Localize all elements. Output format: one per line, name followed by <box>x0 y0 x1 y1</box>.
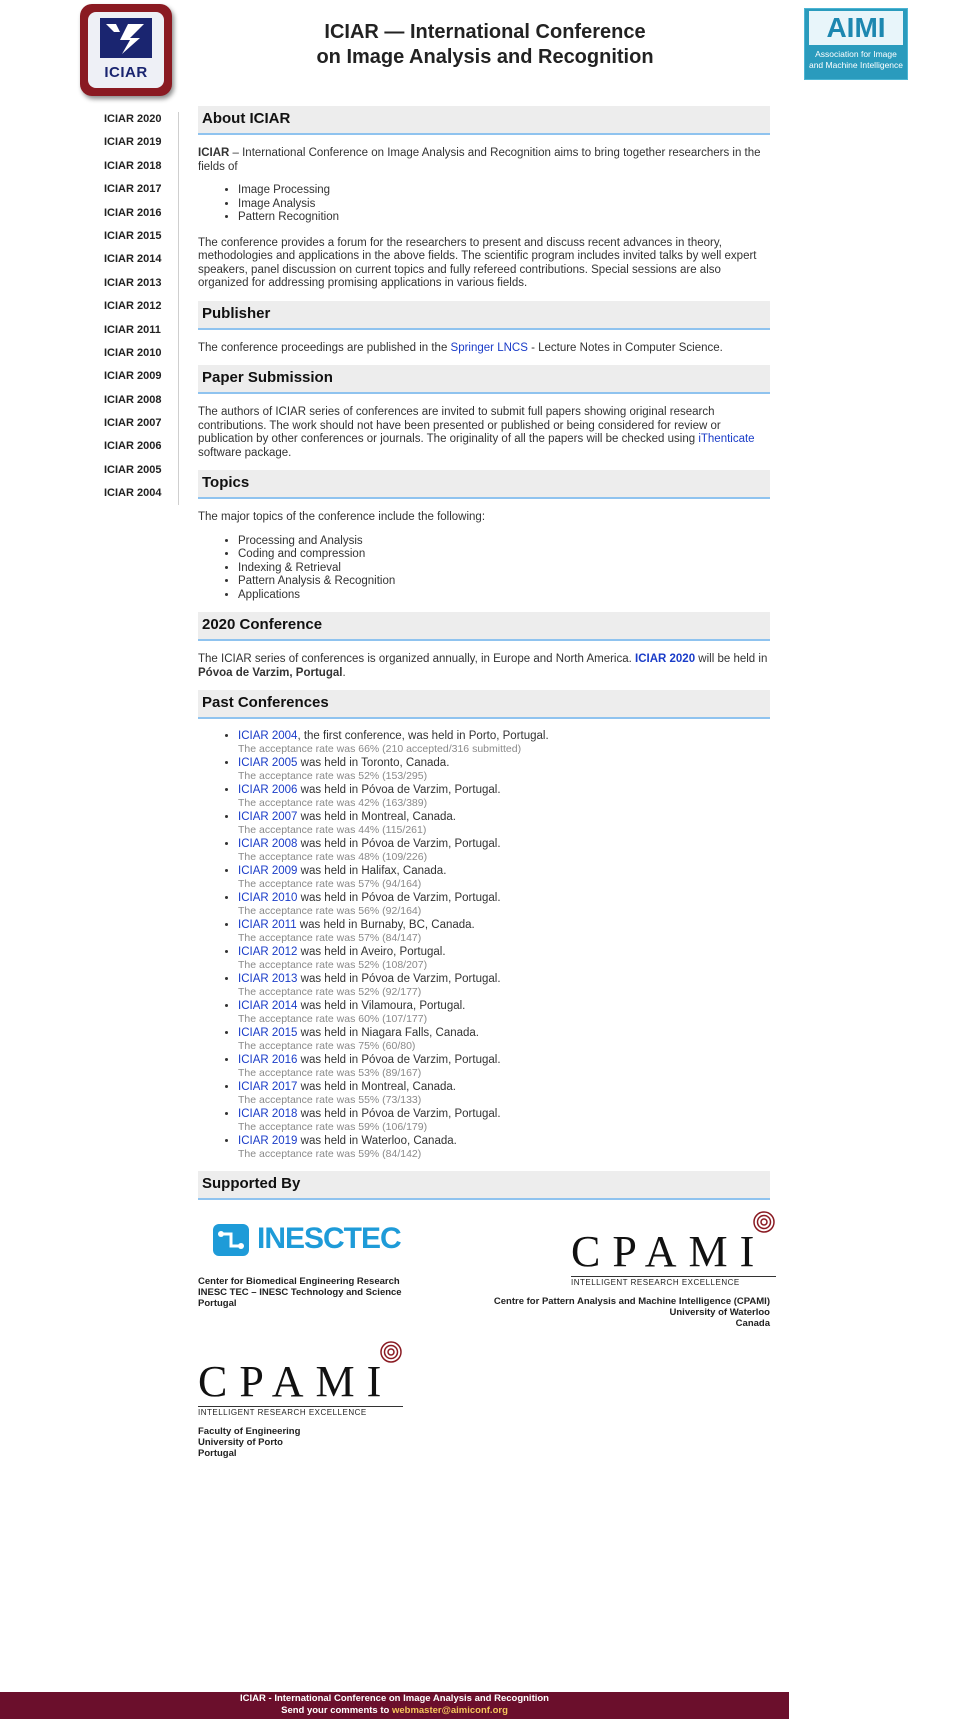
submission-text <box>198 406 770 460</box>
supporters <box>198 1200 770 1465</box>
topics-heading: Topics <box>198 470 770 499</box>
sidebar-item-2008[interactable]: ICIAR 2008 <box>104 393 162 406</box>
list-item: • Processing and Analysis <box>238 535 770 549</box>
past-conference-link[interactable]: ICIAR 2016 <box>238 1054 298 1066</box>
past-conference-link[interactable]: ICIAR 2004 <box>238 730 298 742</box>
past-conferences-list <box>198 729 770 1161</box>
submission-text-before: The authors of ICIAR series of conferences are invited to submit full papers showing original research contributions. The work should not have been presented or published or being considered for review or publication by other conferences or journals. The originality of all the papers will be checked using <box>198 406 721 445</box>
sidebar-item-2011[interactable]: ICIAR 2011 <box>104 323 161 336</box>
acceptance-rate: The acceptance rate was 60% (107/177) <box>238 1013 428 1025</box>
past-conference-text: was held in Halifax, Canada. <box>297 865 447 877</box>
past-conference-item <box>238 783 770 810</box>
past-heading: Past Conferences <box>198 690 770 719</box>
past-conference-text: was held in Montreal, Canada. <box>297 811 456 823</box>
past-conference-link[interactable]: ICIAR 2017 <box>238 1081 298 1093</box>
past-conference-link[interactable]: ICIAR 2006 <box>238 784 298 796</box>
cpami-tagline: INTELLIGENT RESEARCH EXCELLENCE <box>198 1406 403 1417</box>
iciar-logo-label: ICIAR <box>104 64 148 81</box>
sidebar-item-2017[interactable]: ICIAR 2017 <box>104 183 162 196</box>
past-conference-text: was held in Toronto, Canada. <box>297 757 450 769</box>
past-conference-item <box>238 918 770 945</box>
past-conference-item <box>238 1134 770 1161</box>
topics-list <box>198 535 770 603</box>
about-heading: About ICIAR <box>198 106 770 135</box>
list-item: • Image Processing <box>238 184 770 198</box>
acceptance-rate: The acceptance rate was 59% (84/142) <box>238 1148 422 1160</box>
aimi-caption-line-2: and Machine Intelligence <box>808 60 904 70</box>
past-conference-item <box>238 864 770 891</box>
aimi-logo[interactable] <box>804 8 908 80</box>
about-fields-list <box>198 184 770 225</box>
past-conference-link[interactable]: ICIAR 2012 <box>238 946 298 958</box>
past-conference-link[interactable]: ICIAR 2009 <box>238 865 298 877</box>
webmaster-email-link[interactable]: webmaster@aimiconf.org <box>391 1705 508 1716</box>
cpami-spiral-icon <box>379 1340 403 1364</box>
past-conference-text: was held in Póvoa de Varzim, Portugal. <box>297 838 501 850</box>
page-title <box>250 20 720 70</box>
past-conference-link[interactable]: ICIAR 2018 <box>238 1108 298 1120</box>
sidebar-item-2013[interactable]: ICIAR 2013 <box>104 276 162 289</box>
conf2020-text-mid: will be held in <box>695 653 768 665</box>
acceptance-rate: The acceptance rate was 57% (84/147) <box>238 932 422 944</box>
acceptance-rate: The acceptance rate was 75% (60/80) <box>238 1040 416 1052</box>
supported-heading: Supported By <box>198 1171 770 1200</box>
past-conference-link[interactable]: ICIAR 2005 <box>238 757 298 769</box>
inesctec-caption-line-2: INESC TEC – INESC Technology and Science <box>198 1287 402 1298</box>
sidebar-item-2020[interactable]: ICIAR 2020 <box>104 113 162 125</box>
conf2020-place: Póvoa de Varzim, Portugal <box>198 666 343 679</box>
past-conference-item <box>238 837 770 864</box>
past-conference-item <box>238 810 770 837</box>
acceptance-rate: The acceptance rate was 52% (153/295) <box>238 770 428 782</box>
footer-line-2-text: Send your comments to <box>281 1705 392 1716</box>
acceptance-rate: The acceptance rate was 44% (115/261) <box>238 824 427 836</box>
footer-line-1: ICIAR - International Conference on Image Analysis and Recognition <box>240 1693 549 1704</box>
conf2020-text <box>198 653 770 680</box>
inesctec-logo[interactable] <box>213 1222 403 1258</box>
sidebar-nav <box>104 112 179 505</box>
acceptance-rate: The acceptance rate was 66% (210 accepted/316 submitted) <box>238 743 522 755</box>
page-footer <box>0 1692 789 1719</box>
past-conference-text: was held in Póvoa de Varzim, Portugal. <box>297 973 501 985</box>
sidebar-item-2010[interactable]: ICIAR 2010 <box>104 346 162 359</box>
sidebar-item-2016[interactable]: ICIAR 2016 <box>104 206 162 219</box>
cpami-porto-caption-line-2: University of Porto <box>198 1437 283 1448</box>
past-conference-item <box>238 756 770 783</box>
about-intro-text: – International Conference on Image Analysis and Recognition aims to bring together researchers in the fields of <box>198 147 761 173</box>
title-line-1: ICIAR — International Conference <box>324 21 646 43</box>
list-item: • Pattern Analysis & Recognition <box>238 575 770 589</box>
past-conference-text: was held in Póvoa de Varzim, Portugal. <box>297 784 501 796</box>
acceptance-rate: The acceptance rate was 52% (92/177) <box>238 986 422 998</box>
past-conference-text: was held in Aveiro, Portugal. <box>297 946 446 958</box>
past-conference-item <box>238 1107 770 1134</box>
publisher-text-before: The conference proceedings are published in the <box>198 341 451 354</box>
list-item: • Coding and compression <box>238 548 770 562</box>
about-intro <box>198 147 770 174</box>
iciar-logo[interactable] <box>80 4 172 96</box>
past-conference-item <box>238 1053 770 1080</box>
past-conference-item <box>238 945 770 972</box>
about-paragraph: The conference provides a forum for the researchers to present and discuss recent advances in theory, methodologies and applications in the above fields. The scientific program includes invited talks by well expert speakers, panel discussion on current topics and fully refereed contributions. Special sessions are also organized for addressing promising applications in various fields. <box>198 236 757 289</box>
cpami-porto-caption-line-3: Portugal <box>198 1448 237 1459</box>
inesctec-caption <box>198 1276 402 1309</box>
sidebar-item-2004[interactable]: ICIAR 2004 <box>104 487 162 500</box>
iciar-mark-icon <box>100 18 152 58</box>
past-conference-item <box>238 1026 770 1053</box>
cpami-waterloo-caption-line-1: Centre for Pattern Analysis and Machine Intelligence (CPAMI) <box>493 1296 770 1307</box>
cpami-tagline: INTELLIGENT RESEARCH EXCELLENCE <box>571 1276 776 1287</box>
past-conference-link[interactable]: ICIAR 2013 <box>238 973 298 985</box>
acceptance-rate: The acceptance rate was 48% (109/226) <box>238 851 428 863</box>
sidebar-item-2006[interactable]: ICIAR 2006 <box>104 440 162 453</box>
title-line-2: on Image Analysis and Recognition <box>316 46 654 68</box>
past-conference-item <box>238 729 770 756</box>
sidebar-item-2007[interactable]: ICIAR 2007 <box>104 417 162 430</box>
list-item: • Indexing & Retrieval <box>238 562 770 576</box>
acceptance-rate: The acceptance rate was 56% (92/164) <box>238 905 422 917</box>
past-conference-link[interactable]: ICIAR 2015 <box>238 1027 298 1039</box>
sidebar-item-2012[interactable]: ICIAR 2012 <box>104 300 162 313</box>
past-conference-text: was held in Waterloo, Canada. <box>297 1135 457 1147</box>
past-conference-link[interactable]: ICIAR 2014 <box>238 1000 298 1012</box>
cpami-spiral-icon <box>752 1210 776 1234</box>
inesctec-caption-line-1: Center for Biomedical Engineering Research <box>198 1276 400 1287</box>
list-item: • Image Analysis <box>238 198 770 212</box>
cpami-logo-waterloo[interactable] <box>571 1227 776 1287</box>
cpami-wordmark: CPAMI <box>571 1227 767 1276</box>
topics-intro: The major topics of the conference include the following: <box>198 511 486 523</box>
sidebar-item-2005[interactable]: ICIAR 2005 <box>104 463 162 476</box>
past-conference-item <box>238 999 770 1026</box>
conf2020-heading: 2020 Conference <box>198 612 770 641</box>
cpami-logo-porto[interactable] <box>198 1357 403 1417</box>
aimi-logo-caption <box>807 49 905 71</box>
cpami-porto-caption-line-1: Faculty of Engineering <box>198 1426 301 1437</box>
sidebar-item-2019[interactable]: ICIAR 2019 <box>104 136 162 149</box>
main-content <box>198 106 770 1465</box>
past-conference-link[interactable]: ICIAR 2019 <box>238 1135 298 1147</box>
past-conference-text: was held in Montreal, Canada. <box>297 1081 456 1093</box>
inesctec-caption-line-3: Portugal <box>198 1298 237 1309</box>
conf2020-text-end: . <box>342 666 346 679</box>
publisher-heading: Publisher <box>198 301 770 330</box>
cpami-waterloo-caption-line-3: Canada <box>735 1318 770 1329</box>
past-conference-text: was held in Vilamoura, Portugal. <box>297 1000 466 1012</box>
past-conference-item <box>238 972 770 999</box>
sidebar-item-2015[interactable]: ICIAR 2015 <box>104 229 162 242</box>
iciar-logo-inner <box>88 12 164 88</box>
acceptance-rate: The acceptance rate was 55% (73/133) <box>238 1094 422 1106</box>
sidebar-item-2018[interactable]: ICIAR 2018 <box>104 159 162 172</box>
acceptance-rate: The acceptance rate was 59% (106/179) <box>238 1121 428 1133</box>
list-item: • Pattern Recognition <box>238 211 770 225</box>
cpami-waterloo-caption-line-2: University of Waterloo <box>669 1307 770 1318</box>
ithenticate-link[interactable]: iThenticate <box>698 433 755 445</box>
past-conference-text: was held in Póvoa de Varzim, Portugal. <box>297 1108 501 1120</box>
past-conference-item <box>238 891 770 918</box>
past-conference-link[interactable]: ICIAR 2011 <box>238 919 297 931</box>
aimi-caption-line-1: Association for Image <box>815 49 897 59</box>
submission-heading: Paper Submission <box>198 365 770 394</box>
publisher-text-after: - Lecture Notes in Computer Science. <box>527 341 723 354</box>
past-conference-link[interactable]: ICIAR 2010 <box>238 892 298 904</box>
past-conference-text: was held in Póvoa de Varzim, Portugal. <box>297 892 501 904</box>
sidebar-item-2009[interactable]: ICIAR 2009 <box>104 370 162 383</box>
past-conference-item <box>238 1080 770 1107</box>
acceptance-rate: The acceptance rate was 52% (108/207) <box>238 959 428 971</box>
springer-lncs-link[interactable]: Springer LNCS <box>450 341 528 354</box>
iciar-2020-link[interactable]: ICIAR 2020 <box>635 653 696 665</box>
conf2020-text-before: The ICIAR series of conferences is organized annually, in Europe and North America. <box>198 653 636 665</box>
list-item: • Applications <box>238 589 770 603</box>
footer-line-2 <box>0 1705 789 1717</box>
submission-text-after: software package. <box>198 446 292 459</box>
cpami-porto-caption <box>198 1426 300 1459</box>
inesctec-chip-icon <box>213 1224 249 1256</box>
acceptance-rate: The acceptance rate was 42% (163/389) <box>238 797 428 809</box>
aimi-logo-text: AIMI <box>809 11 903 45</box>
sidebar-item-2014[interactable]: ICIAR 2014 <box>104 253 162 266</box>
past-conference-text: was held in Burnaby, BC, Canada. <box>296 919 475 931</box>
acceptance-rate: The acceptance rate was 53% (89/167) <box>238 1067 422 1079</box>
cpami-waterloo-caption <box>494 1296 770 1329</box>
past-conference-text: was held in Póvoa de Varzim, Portugal. <box>297 1054 501 1066</box>
cpami-wordmark: CPAMI <box>198 1357 394 1406</box>
publisher-text <box>198 342 770 356</box>
inesctec-logo-text: INESCTEC <box>257 1222 401 1255</box>
past-conference-link[interactable]: ICIAR 2008 <box>238 838 298 850</box>
acceptance-rate: The acceptance rate was 57% (94/164) <box>238 878 422 890</box>
about-intro-bold: ICIAR <box>198 147 230 159</box>
past-conference-text: was held in Niagara Falls, Canada. <box>297 1027 479 1039</box>
past-conference-link[interactable]: ICIAR 2007 <box>238 811 298 823</box>
past-conference-text: , the first conference, was held in Porto, Portugal. <box>297 730 549 742</box>
